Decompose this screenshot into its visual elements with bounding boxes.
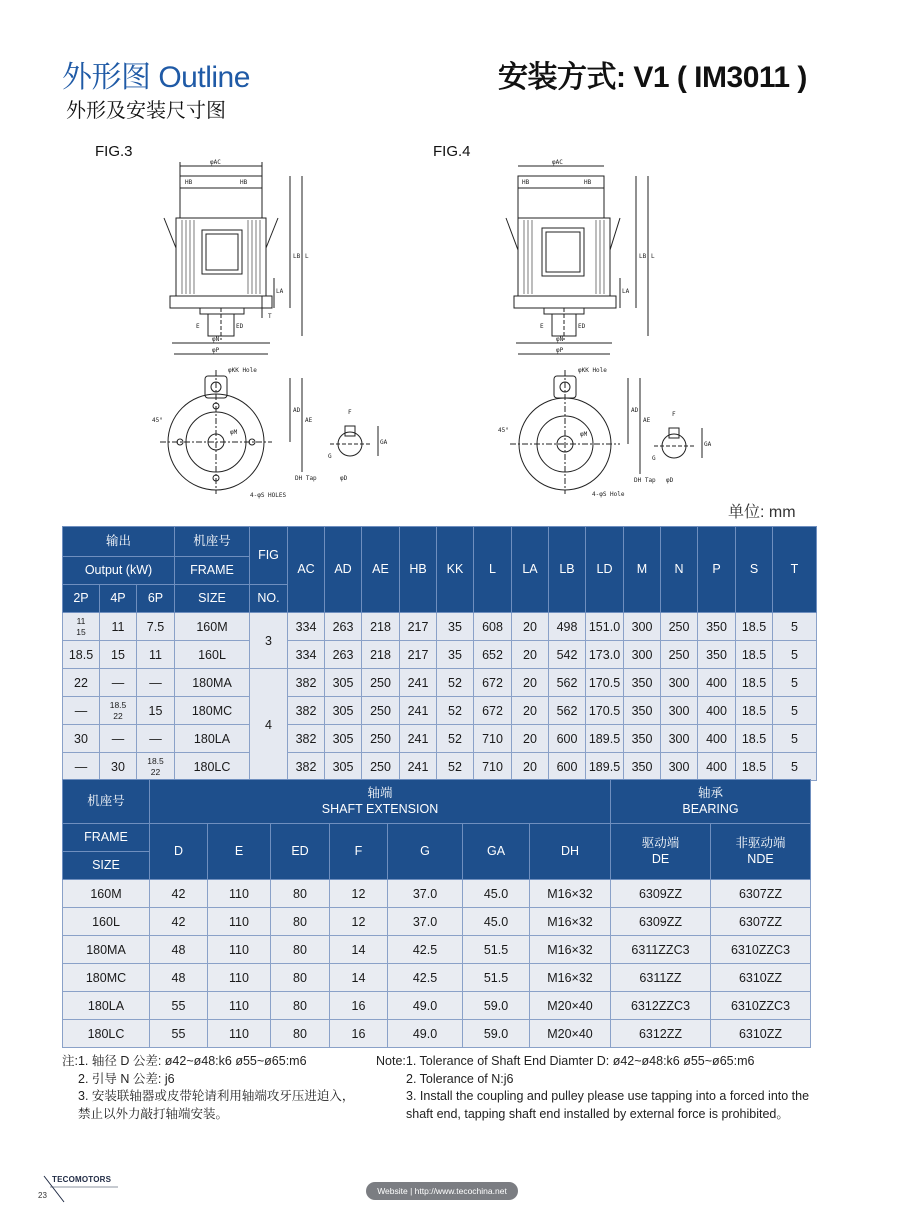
cell-kk: 52: [437, 725, 474, 753]
cell-ld: 170.5: [586, 669, 624, 697]
cell-ae: 250: [362, 753, 400, 781]
cell-t: 5: [773, 669, 817, 697]
cell-p2: 30: [63, 725, 100, 753]
cell-frame: 180LA: [175, 725, 250, 753]
cell-ae: 250: [362, 697, 400, 725]
cell-e: 110: [208, 1020, 271, 1048]
cell-lb: 600: [549, 753, 586, 781]
cell-la: 20: [512, 697, 549, 725]
label-p: φP: [212, 347, 220, 354]
fig4-label-d: φD: [666, 477, 674, 484]
cell-nde: 6307ZZ: [711, 908, 811, 936]
table-row: [63, 613, 817, 641]
col-ac: AC: [288, 527, 325, 613]
fig4-label-f: F: [672, 411, 676, 418]
label-lb: LB: [293, 253, 301, 260]
fig3-side-view-drawing: [150, 158, 330, 358]
cell-p2: 11 15: [63, 613, 100, 641]
shaft-bearing-table: [62, 779, 811, 1048]
cell-dh: M16×32: [530, 936, 611, 964]
cell-fig-no: 3: [250, 613, 288, 669]
cell-l: 672: [474, 697, 512, 725]
cell-p4: 15: [100, 641, 137, 669]
cell-ae: 218: [362, 613, 400, 641]
label-ga: GA: [380, 439, 388, 446]
cell-ed: 80: [271, 908, 330, 936]
cell-hb: 241: [400, 725, 437, 753]
dimension-table: [62, 526, 817, 781]
note-en-2: 2. Tolerance of N:j6: [406, 1071, 514, 1086]
cell-e: 110: [208, 992, 271, 1020]
cell-p4: 18.5 22: [100, 697, 137, 725]
cell-nde: 6310ZZC3: [711, 936, 811, 964]
col-4p: 4P: [100, 585, 137, 613]
cell-de: 6312ZZC3: [611, 992, 711, 1020]
cell-t: 5: [773, 697, 817, 725]
cell-frame: 180MC: [63, 964, 150, 992]
cell-d: 55: [150, 1020, 208, 1048]
col-ad: AD: [325, 527, 362, 613]
table-row: [63, 697, 817, 725]
size-header: SIZE: [175, 585, 250, 613]
cell-dh: M16×32: [530, 880, 611, 908]
col-e: E: [208, 824, 271, 880]
cell-hb: 241: [400, 697, 437, 725]
cell-dh: M16×32: [530, 908, 611, 936]
cell-la: 20: [512, 641, 549, 669]
cell-kk: 52: [437, 669, 474, 697]
shaft-header: 轴端 SHAFT EXTENSION: [150, 780, 611, 824]
cell-dh: M16×32: [530, 964, 611, 992]
table-row: [63, 1020, 811, 1048]
cell-ad: 263: [325, 641, 362, 669]
cell-p2: 22: [63, 669, 100, 697]
cell-n: 300: [661, 669, 698, 697]
cell-kk: 52: [437, 753, 474, 781]
fig3-label: FIG.3: [95, 143, 133, 160]
note-en-1: Note:1. Tolerance of Shaft End Diamter D: ø42~ø48:k6 ø55~ø65:m6: [376, 1054, 755, 1068]
cell-frame: 180LC: [63, 1020, 150, 1048]
table-row: [63, 641, 817, 669]
cell-frame: 160M: [175, 613, 250, 641]
cell-e: 110: [208, 964, 271, 992]
cell-lb: 498: [549, 613, 586, 641]
cell-l: 710: [474, 725, 512, 753]
label-holes: 4-φS HOLES: [250, 492, 287, 499]
fig4-label-ac: φAC: [552, 159, 563, 166]
cell-frame: 160L: [63, 908, 150, 936]
cell-ac: 382: [288, 669, 325, 697]
fig4-label-holes: 4-φS Hole: [592, 491, 625, 498]
cell-ac: 382: [288, 753, 325, 781]
note-cn-3: 3. 安装联轴器或皮带轮请利用轴端攻牙压进迫入，: [78, 1089, 355, 1103]
label-kk: φKK Hole: [228, 367, 257, 374]
col-lb: LB: [549, 527, 586, 613]
cell-p4: 30: [100, 753, 137, 781]
col-l: L: [474, 527, 512, 613]
cell-m: 350: [624, 669, 661, 697]
fig4-label-ad: AD: [631, 407, 639, 414]
label-t: T: [268, 313, 272, 320]
cell-m: 350: [624, 697, 661, 725]
col-p: P: [698, 527, 736, 613]
fig4-label-ae: AE: [643, 417, 651, 424]
frame-header-cn: 机座号: [175, 527, 250, 557]
fig4-label-hb-1: HB: [522, 179, 530, 186]
cell-la: 20: [512, 613, 549, 641]
cell-s: 18.5: [736, 725, 773, 753]
cell-p: 350: [698, 641, 736, 669]
fig4-label-kk: φKK Hole: [578, 367, 607, 374]
cell-frame: 180LC: [175, 753, 250, 781]
cell-p: 350: [698, 613, 736, 641]
label-ad: AD: [293, 407, 301, 414]
cell-n: 250: [661, 613, 698, 641]
label-deg: 45°: [152, 417, 163, 424]
col-n: N: [661, 527, 698, 613]
cell-kk: 52: [437, 697, 474, 725]
col-kk: KK: [437, 527, 474, 613]
cell-de: 6312ZZ: [611, 1020, 711, 1048]
frame2-header-cn: 机座号: [63, 780, 150, 824]
cell-ed: 80: [271, 964, 330, 992]
label-e: E: [196, 323, 200, 330]
cell-d: 48: [150, 936, 208, 964]
cell-p4: —: [100, 669, 137, 697]
cell-g: 49.0: [388, 1020, 463, 1048]
col-hb: HB: [400, 527, 437, 613]
cell-g: 37.0: [388, 908, 463, 936]
cell-ed: 80: [271, 936, 330, 964]
cell-f: 14: [330, 964, 388, 992]
cell-ad: 305: [325, 697, 362, 725]
cell-fig-no: 4: [250, 669, 288, 781]
cell-ae: 250: [362, 669, 400, 697]
col-ae: AE: [362, 527, 400, 613]
cell-p6: 18.5 22: [137, 753, 175, 781]
label-ed: ED: [236, 323, 244, 330]
cell-d: 42: [150, 908, 208, 936]
note-cn-4: 禁止以外力敲打轴端安装。: [78, 1106, 229, 1121]
cell-ld: 189.5: [586, 725, 624, 753]
cell-n: 300: [661, 697, 698, 725]
cell-hb: 217: [400, 641, 437, 669]
cell-hb: 241: [400, 753, 437, 781]
cell-m: 300: [624, 613, 661, 641]
cell-d: 48: [150, 964, 208, 992]
cell-hb: 217: [400, 613, 437, 641]
mounting-type: 安装方式: V1 ( IM3011 ): [498, 61, 807, 94]
cell-d: 55: [150, 992, 208, 1020]
note-cn-2: 2. 引导 N 公差: j6: [78, 1071, 175, 1086]
cell-ed: 80: [271, 992, 330, 1020]
cell-ld: 170.5: [586, 697, 624, 725]
col-nde: 非驱动端 NDE: [711, 824, 811, 880]
cell-s: 18.5: [736, 641, 773, 669]
cell-kk: 35: [437, 641, 474, 669]
frame2-header-en: FRAME: [63, 824, 150, 852]
cell-ac: 334: [288, 613, 325, 641]
fig4-side-view-drawing: [500, 158, 680, 358]
cell-p2: 18.5: [63, 641, 100, 669]
cell-f: 16: [330, 1020, 388, 1048]
cell-d: 42: [150, 880, 208, 908]
cell-p4: 11: [100, 613, 137, 641]
cell-dh: M20×40: [530, 992, 611, 1020]
bearing-header: 轴承 BEARING: [611, 780, 811, 824]
cell-ld: 189.5: [586, 753, 624, 781]
cell-l: 652: [474, 641, 512, 669]
fig4-label-dh: DH Tap: [634, 477, 656, 484]
col-ed: ED: [271, 824, 330, 880]
cell-ad: 305: [325, 725, 362, 753]
cell-ad: 305: [325, 753, 362, 781]
no-header: NO.: [250, 585, 288, 613]
col-2p: 2P: [63, 585, 100, 613]
label-la: LA: [276, 288, 284, 295]
col-ga: GA: [463, 824, 530, 880]
cell-m: 350: [624, 753, 661, 781]
cell-e: 110: [208, 908, 271, 936]
table-row: [63, 669, 817, 697]
cell-la: 20: [512, 669, 549, 697]
fig4-front-view-drawing: [496, 362, 736, 502]
cell-s: 18.5: [736, 613, 773, 641]
note-en-4: shaft end, tapping shaft end installed by external force is prohibited。: [406, 1106, 789, 1121]
cell-n: 300: [661, 753, 698, 781]
cell-ac: 334: [288, 641, 325, 669]
size2-header: SIZE: [63, 852, 150, 880]
fig4-label-la: LA: [622, 288, 630, 295]
cell-p: 400: [698, 669, 736, 697]
cell-ad: 263: [325, 613, 362, 641]
cell-p6: —: [137, 669, 175, 697]
cell-ga: 45.0: [463, 908, 530, 936]
cell-de: 6311ZZ: [611, 964, 711, 992]
cell-la: 20: [512, 725, 549, 753]
cell-nde: 6310ZZ: [711, 964, 811, 992]
label-ae: AE: [305, 417, 313, 424]
cell-g: 42.5: [388, 936, 463, 964]
fig4-label-e: E: [540, 323, 544, 330]
cell-t: 5: [773, 725, 817, 753]
cell-ed: 80: [271, 1020, 330, 1048]
notes-chinese: [62, 1053, 354, 1123]
cell-de: 6309ZZ: [611, 880, 711, 908]
fig4-label-n: φN: [556, 336, 564, 343]
cell-f: 12: [330, 908, 388, 936]
col-ld: LD: [586, 527, 624, 613]
cell-n: 250: [661, 641, 698, 669]
table-row: [63, 753, 817, 781]
col-dh: DH: [530, 824, 611, 880]
label-l: L: [305, 253, 309, 260]
cell-m: 350: [624, 725, 661, 753]
col-d: D: [150, 824, 208, 880]
cell-de: 6311ZZC3: [611, 936, 711, 964]
cell-p6: 15: [137, 697, 175, 725]
cell-g: 42.5: [388, 964, 463, 992]
cell-p6: —: [137, 725, 175, 753]
brand-name: TECOMOTORS: [52, 1175, 112, 1184]
cell-p6: 11: [137, 641, 175, 669]
page-subtitle: 外形及安装尺寸图: [66, 100, 226, 122]
cell-t: 5: [773, 613, 817, 641]
cell-frame: 160M: [63, 880, 150, 908]
cell-ac: 382: [288, 725, 325, 753]
fig4-label-lb: LB: [639, 253, 647, 260]
col-la: LA: [512, 527, 549, 613]
label-ac: φAC: [210, 159, 221, 166]
col-6p: 6P: [137, 585, 175, 613]
cell-s: 18.5: [736, 697, 773, 725]
cell-p: 400: [698, 753, 736, 781]
table-row: [63, 908, 811, 936]
cell-p6: 7.5: [137, 613, 175, 641]
cell-e: 110: [208, 936, 271, 964]
cell-ld: 173.0: [586, 641, 624, 669]
output-header-en: Output (kW): [63, 557, 175, 585]
cell-lb: 562: [549, 669, 586, 697]
cell-ac: 382: [288, 697, 325, 725]
fig4-label-g: G: [652, 455, 656, 462]
cell-lb: 600: [549, 725, 586, 753]
note-en-3: 3. Install the coupling and pulley please use tapping into a forced into the: [406, 1089, 810, 1103]
fig4-label-deg: 45°: [498, 427, 509, 434]
label-n: φN: [212, 336, 220, 343]
cell-m: 300: [624, 641, 661, 669]
cell-s: 18.5: [736, 753, 773, 781]
label-m: φM: [230, 429, 238, 436]
page-title: 外形图 Outline: [62, 61, 250, 94]
cell-frame: 180MA: [175, 669, 250, 697]
cell-n: 300: [661, 725, 698, 753]
website-link[interactable]: Website | http://www.tecochina.net: [366, 1182, 518, 1200]
unit-label: 单位: mm: [728, 504, 796, 521]
fig3-front-view-drawing: [150, 362, 390, 502]
cell-frame: 160L: [175, 641, 250, 669]
label-hb-2: HB: [240, 179, 248, 186]
cell-ga: 51.5: [463, 936, 530, 964]
cell-nde: 6307ZZ: [711, 880, 811, 908]
cell-g: 37.0: [388, 880, 463, 908]
col-f: F: [330, 824, 388, 880]
output-header-cn: 输出: [63, 527, 175, 557]
label-g: G: [328, 453, 332, 460]
cell-ld: 151.0: [586, 613, 624, 641]
fig4-label-l: L: [651, 253, 655, 260]
label-dh: DH Tap: [295, 475, 317, 482]
note-cn-1: 注:1. 轴径 D 公差: ø42~ø48:k6 ø55~ø65:m6: [62, 1054, 307, 1068]
fig4-label-p: φP: [556, 347, 564, 354]
notes-english: [376, 1053, 809, 1123]
cell-f: 16: [330, 992, 388, 1020]
cell-ga: 45.0: [463, 880, 530, 908]
cell-g: 49.0: [388, 992, 463, 1020]
cell-e: 110: [208, 880, 271, 908]
cell-s: 18.5: [736, 669, 773, 697]
cell-ae: 218: [362, 641, 400, 669]
cell-p2: —: [63, 753, 100, 781]
table-row: [63, 964, 811, 992]
cell-la: 20: [512, 753, 549, 781]
cell-dh: M20×40: [530, 1020, 611, 1048]
cell-hb: 241: [400, 669, 437, 697]
col-t: T: [773, 527, 817, 613]
frame-header-en: FRAME: [175, 557, 250, 585]
cell-p: 400: [698, 697, 736, 725]
cell-l: 608: [474, 613, 512, 641]
label-hb-1: HB: [185, 179, 193, 186]
fig4-label-m: φM: [580, 431, 588, 438]
label-f: F: [348, 409, 352, 416]
cell-lb: 542: [549, 641, 586, 669]
cell-frame: 180MA: [63, 936, 150, 964]
table-row: [63, 936, 811, 964]
cell-l: 710: [474, 753, 512, 781]
cell-ae: 250: [362, 725, 400, 753]
table-row: [63, 725, 817, 753]
fig4-label-ed: ED: [578, 323, 586, 330]
cell-ga: 59.0: [463, 992, 530, 1020]
cell-nde: 6310ZZC3: [711, 992, 811, 1020]
cell-f: 12: [330, 880, 388, 908]
fig4-label: FIG.4: [433, 143, 471, 160]
table-row: [63, 992, 811, 1020]
cell-p2: —: [63, 697, 100, 725]
cell-frame: 180MC: [175, 697, 250, 725]
fig-header: FIG: [250, 527, 288, 585]
cell-lb: 562: [549, 697, 586, 725]
fig4-label-ga: GA: [704, 441, 712, 448]
page-number: 23: [38, 1191, 47, 1200]
fig4-label-hb-2: HB: [584, 179, 592, 186]
col-s: S: [736, 527, 773, 613]
cell-p: 400: [698, 725, 736, 753]
table-row: [63, 880, 811, 908]
cell-frame: 180LA: [63, 992, 150, 1020]
cell-l: 672: [474, 669, 512, 697]
cell-nde: 6310ZZ: [711, 1020, 811, 1048]
cell-de: 6309ZZ: [611, 908, 711, 936]
cell-ad: 305: [325, 669, 362, 697]
col-de: 驱动端 DE: [611, 824, 711, 880]
col-m: M: [624, 527, 661, 613]
cell-p4: —: [100, 725, 137, 753]
cell-ga: 59.0: [463, 1020, 530, 1048]
label-d: φD: [340, 475, 348, 482]
cell-kk: 35: [437, 613, 474, 641]
cell-t: 5: [773, 641, 817, 669]
col-g: G: [388, 824, 463, 880]
cell-t: 5: [773, 753, 817, 781]
cell-ga: 51.5: [463, 964, 530, 992]
cell-ed: 80: [271, 880, 330, 908]
cell-f: 14: [330, 936, 388, 964]
